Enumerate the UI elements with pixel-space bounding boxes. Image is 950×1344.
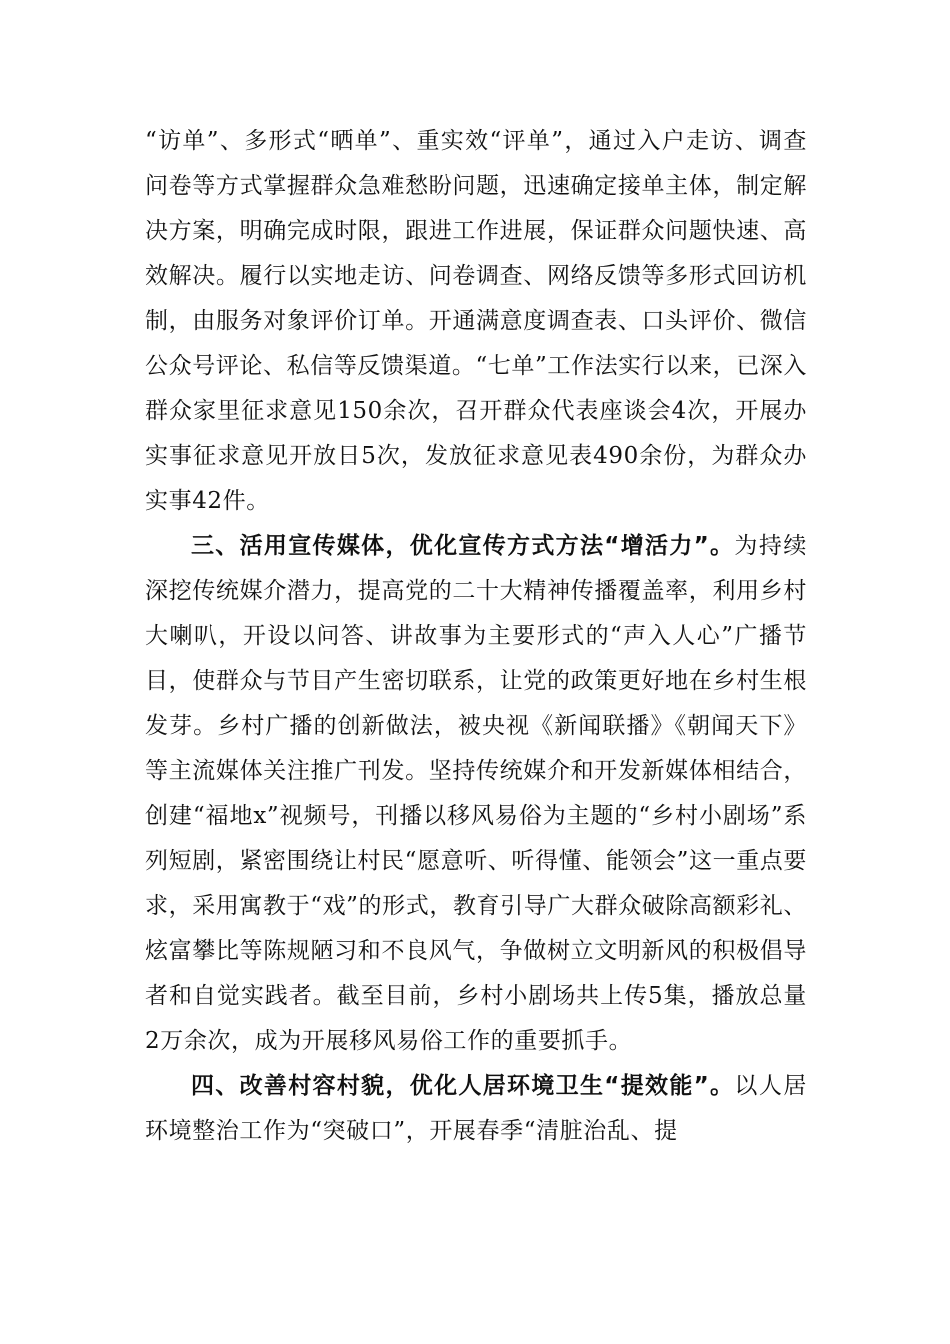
paragraph-3-text: 以人居环境整治工作为“突破口”，开展春季“清脏治乱、提 bbox=[145, 1073, 807, 1144]
section-4-heading: 四、改善村容村貌，优化人居环境卫生“提效能”。 bbox=[191, 1073, 735, 1099]
paragraph-2 bbox=[145, 524, 807, 1064]
section-3-heading: 三、活用宣传媒体，优化宣传方式方法“增活力”。 bbox=[191, 533, 735, 559]
paragraph-1-text: “访单”、多形式“晒单”、重实效“评单”，通过入户走访、调查问卷等方式掌握群众急难愁盼问题，迅速确定接单主体，制定解决方案，明确完成时限，跟进工作进展，保证群众问题快速、高效解决。履行以实地走访、问卷调查、网络反馈等多形式回访机制，由服务对象评价订单。开通满意度调查表、口头评价、微信公众号评论、私信等反馈渠道。“七单”工作法实行以来，已深入群众家里征求意见150余次，召开群众代表座谈会4次，开展办实事征求意见开放日5次，发放征求意见表490余份，为群众办实事42件。 bbox=[145, 128, 807, 514]
document-body bbox=[145, 119, 807, 1154]
paragraph-3 bbox=[145, 1064, 807, 1154]
paragraph-1 bbox=[145, 119, 807, 524]
paragraph-2-text: 为持续深挖传统媒介潜力，提高党的二十大精神传播覆盖率，利用乡村大喇叭，开设以问答、讲故事为主要形式的“声入人心”广播节目，使群众与节目产生密切联系，让党的政策更好地在乡村生根发芽。乡村广播的创新做法，被央视《新闻联播》《朝闻天下》等主流媒体关注推广刊发。坚持传统媒介和开发新媒体相结合，创建“福地x”视频号，刊播以移风易俗为主题的“乡村小剧场”系列短剧，紧密围绕让村民“愿意听、听得懂、能领会”这一重点要求，采用寓教于“戏”的形式，教育引导广大群众破除高额彩礼、炫富攀比等陈规陋习和不良风气，争做树立文明新风的积极倡导者和自觉实践者。截至目前，乡村小剧场共上传5集，播放总量2万余次，成为开展移风易俗工作的重要抓手。 bbox=[145, 533, 807, 1054]
